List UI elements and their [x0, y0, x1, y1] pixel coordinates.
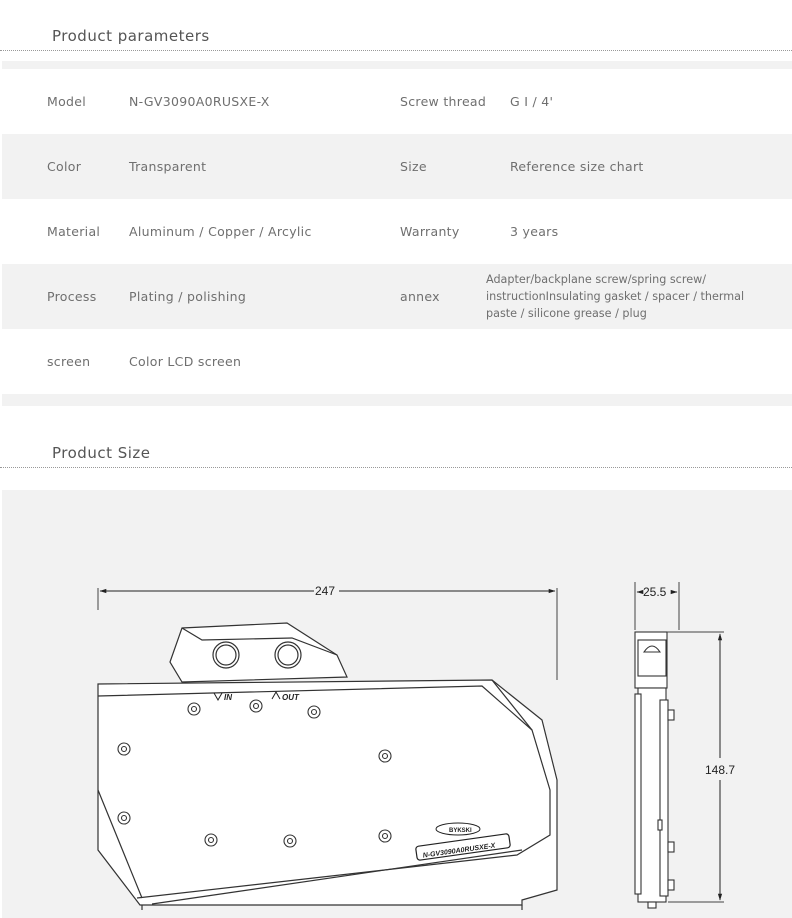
front-view — [98, 623, 557, 910]
size-title: Product Size — [52, 444, 151, 462]
table-bottom-spacer — [2, 394, 792, 406]
technical-drawing-svg — [2, 490, 792, 918]
size-divider — [0, 467, 792, 468]
table-row — [2, 199, 792, 264]
row-label: Process — [47, 289, 97, 304]
row-label: Model — [47, 94, 87, 109]
row-label: Screw thread — [400, 94, 487, 109]
side-view — [635, 632, 674, 908]
width-dimension-label: 247 — [315, 584, 336, 598]
parameters-title: Product parameters — [52, 27, 210, 45]
brand-text: BYKSKI — [449, 828, 472, 834]
row-value: Color LCD screen — [129, 354, 242, 369]
depth-dimension-label: 25.5 — [643, 585, 667, 599]
row-value: Reference size chart — [510, 159, 644, 174]
row-value: Adapter/backplane screw/spring screw/ instructionInsulating gasket / spacer / thermal paste / silicone grease / plug — [486, 273, 745, 320]
row-value: N-GV3090A0RUSXE-X — [129, 94, 270, 109]
out-label: OUT — [282, 693, 299, 702]
row-label: Size — [400, 159, 427, 174]
badge-model-text: N-GV3090A0RUSXE-X — [422, 842, 496, 860]
row-label: Warranty — [400, 224, 460, 239]
table-row — [2, 329, 792, 394]
row-label: Color — [47, 159, 82, 174]
height-dimension-label: 148.7 — [705, 763, 736, 777]
row-label: annex — [400, 289, 440, 304]
row-value: Aluminum / Copper / Arcylic — [129, 224, 312, 239]
dimension-drawing — [2, 490, 792, 918]
row-value: 3 years — [510, 224, 559, 239]
row-value: Transparent — [129, 159, 207, 174]
row-value: G I / 4' — [510, 94, 554, 109]
row-label: screen — [47, 354, 91, 369]
table-row — [2, 264, 792, 329]
parameters-divider — [0, 50, 792, 51]
table-top-spacer — [2, 61, 792, 69]
table-row — [2, 69, 792, 134]
in-label: IN — [224, 693, 232, 702]
depth-dimension — [635, 582, 679, 630]
parameters-table — [2, 61, 792, 406]
height-dimension — [667, 632, 735, 902]
row-label: Material — [47, 224, 101, 239]
row-value: Plating / polishing — [129, 289, 247, 304]
table-row — [2, 134, 792, 199]
